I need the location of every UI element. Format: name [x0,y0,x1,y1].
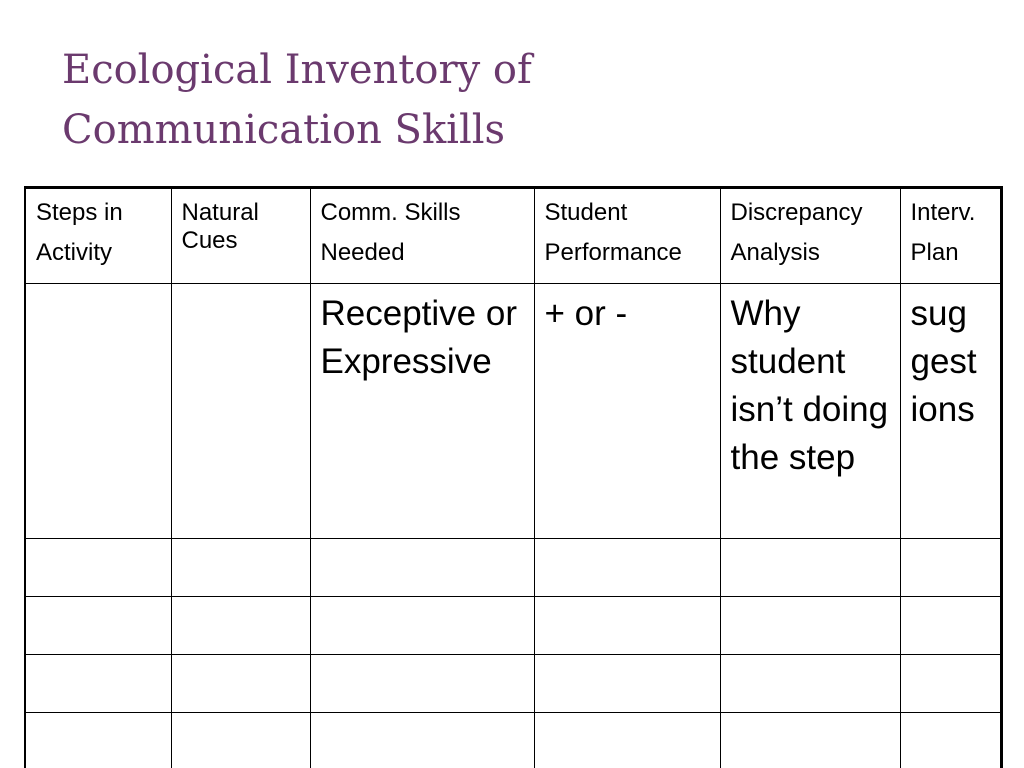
header-label-line: Cues [181,227,238,254]
header-steps-in-activity [25,188,171,284]
table-cell [310,713,534,768]
header-label-line: Comm. Skills [320,199,461,226]
table-cell [25,655,171,713]
header-label-line: Student [544,199,628,226]
table-cell [25,539,171,597]
table-cell [171,284,310,539]
header-label-line: Activity [36,239,113,266]
header-natural-cues [171,188,310,284]
table-row [25,284,1001,539]
table-cell [534,713,720,768]
header-label-line: Steps in [36,199,123,226]
table-cell [171,597,310,655]
header-comm-skills-needed [310,188,534,284]
table-cell [720,713,900,768]
table-cell [310,539,534,597]
table-cell [900,713,1001,768]
table-cell [720,597,900,655]
table-cell [900,655,1001,713]
table-cell [534,655,720,713]
table-cell: Receptive or Expressive [310,284,534,539]
table-row [25,539,1001,597]
header-label-line: Plan [910,239,959,266]
header-label-line: Natural [181,199,259,226]
table-row [25,597,1001,655]
header-label-line: Needed [320,239,405,266]
table-cell [25,284,171,539]
slide-title [62,40,532,160]
header-label-line: Analysis [730,239,820,266]
header-label-line: Discrepancy [730,199,863,226]
header-student-performance [534,188,720,284]
table-cell [171,539,310,597]
table-cell [900,597,1001,655]
header-interv-plan [900,188,1001,284]
table-cell [310,655,534,713]
inventory-table [24,186,1003,768]
table-cell [720,655,900,713]
table-header-row [25,188,1001,284]
table-cell: Why student isn’t doing the step [720,284,900,539]
table-row [25,713,1001,768]
table-cell: sug gest ions [900,284,1001,539]
header-label-line: Performance [544,239,682,266]
table-row [25,655,1001,713]
table-cell [900,539,1001,597]
table-cell: + or - [534,284,720,539]
table-cell [310,597,534,655]
table-cell [720,539,900,597]
table-cell [25,713,171,768]
table-cell [171,655,310,713]
header-discrepancy-analysis [720,188,900,284]
table-cell [534,597,720,655]
slide-title-line-2: Communication Skills [62,107,506,153]
slide-title-line-1: Ecological Inventory of [62,47,532,93]
header-label-line: Interv. [910,199,976,226]
table-cell [25,597,171,655]
table-cell [171,713,310,768]
table-cell [534,539,720,597]
